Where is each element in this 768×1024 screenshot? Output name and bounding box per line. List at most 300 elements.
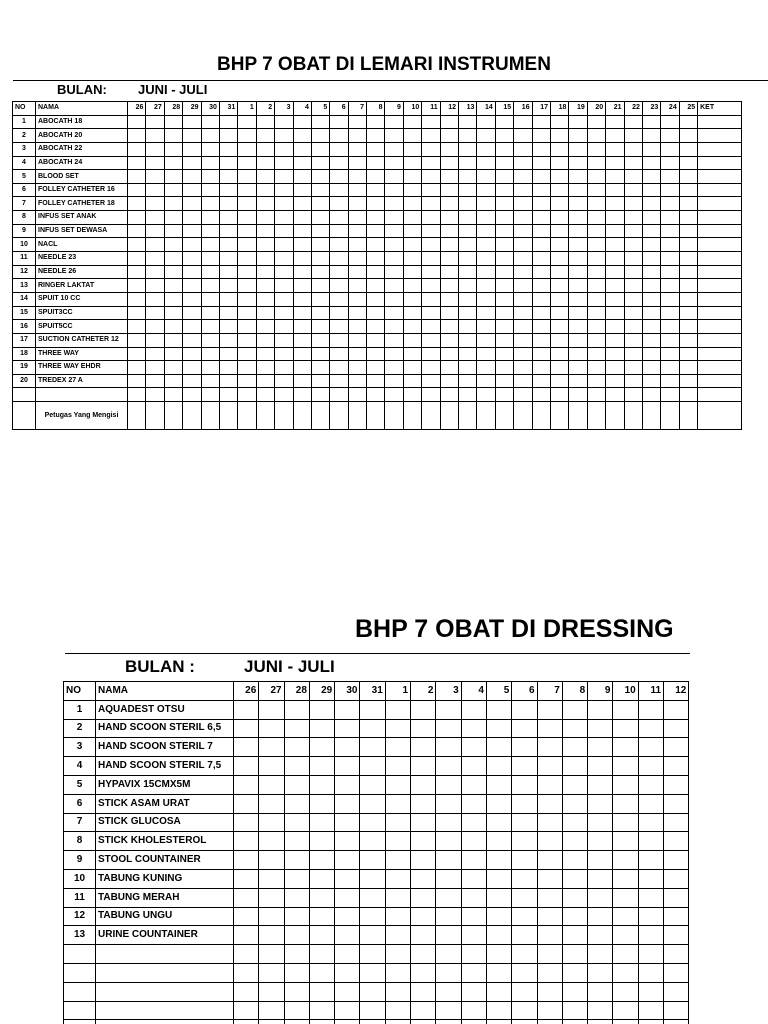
entry-cell[interactable]	[128, 142, 146, 156]
entry-cell[interactable]	[259, 907, 284, 926]
entry-cell[interactable]	[459, 129, 477, 143]
entry-cell[interactable]	[275, 306, 293, 320]
entry-cell[interactable]	[411, 869, 436, 888]
entry-cell[interactable]	[335, 1001, 360, 1020]
entry-cell[interactable]	[459, 347, 477, 361]
entry-cell[interactable]	[569, 292, 587, 306]
entry-cell[interactable]	[403, 252, 421, 266]
entry-cell[interactable]	[385, 115, 403, 129]
entry-cell[interactable]	[495, 265, 513, 279]
entry-cell[interactable]	[385, 926, 410, 945]
entry-cell[interactable]	[638, 945, 663, 964]
signature-cell[interactable]	[679, 402, 697, 430]
entry-cell[interactable]	[624, 265, 642, 279]
entry-cell[interactable]	[664, 719, 689, 738]
entry-cell[interactable]	[661, 361, 679, 375]
entry-cell[interactable]	[436, 982, 461, 1001]
entry-cell[interactable]	[550, 115, 568, 129]
entry-cell[interactable]	[385, 361, 403, 375]
entry-cell[interactable]	[440, 279, 458, 293]
entry-cell[interactable]	[330, 333, 348, 347]
entry-cell[interactable]	[624, 238, 642, 252]
entry-cell[interactable]	[201, 142, 219, 156]
entry-cell[interactable]	[679, 347, 697, 361]
entry-cell[interactable]	[183, 129, 201, 143]
entry-cell[interactable]	[335, 963, 360, 982]
entry-cell[interactable]	[698, 197, 742, 211]
entry-cell[interactable]	[183, 347, 201, 361]
entry-cell[interactable]	[385, 813, 410, 832]
entry-cell[interactable]	[550, 252, 568, 266]
entry-cell[interactable]	[459, 265, 477, 279]
entry-cell[interactable]	[403, 292, 421, 306]
entry-cell[interactable]	[183, 238, 201, 252]
entry-cell[interactable]	[128, 129, 146, 143]
entry-cell[interactable]	[588, 1020, 613, 1024]
entry-cell[interactable]	[293, 292, 311, 306]
entry-cell[interactable]	[679, 306, 697, 320]
entry-cell[interactable]	[284, 926, 309, 945]
entry-cell[interactable]	[201, 129, 219, 143]
entry-cell[interactable]	[403, 183, 421, 197]
entry-cell[interactable]	[128, 347, 146, 361]
signature-cell[interactable]	[219, 402, 237, 430]
entry-cell[interactable]	[661, 252, 679, 266]
entry-cell[interactable]	[284, 945, 309, 964]
entry-cell[interactable]	[436, 775, 461, 794]
entry-cell[interactable]	[164, 347, 182, 361]
entry-cell[interactable]	[613, 851, 638, 870]
entry-cell[interactable]	[486, 794, 511, 813]
entry-cell[interactable]	[335, 907, 360, 926]
entry-cell[interactable]	[436, 757, 461, 776]
entry-cell[interactable]	[293, 333, 311, 347]
entry-cell[interactable]	[486, 1001, 511, 1020]
entry-cell[interactable]	[642, 265, 660, 279]
entry-cell[interactable]	[459, 252, 477, 266]
entry-cell[interactable]	[348, 156, 366, 170]
entry-cell[interactable]	[569, 224, 587, 238]
entry-cell[interactable]	[550, 265, 568, 279]
entry-cell[interactable]	[275, 211, 293, 225]
entry-cell[interactable]	[284, 813, 309, 832]
entry-cell[interactable]	[461, 813, 486, 832]
entry-cell[interactable]	[219, 279, 237, 293]
entry-cell[interactable]	[440, 197, 458, 211]
entry-cell[interactable]	[311, 197, 329, 211]
entry-cell[interactable]	[219, 129, 237, 143]
entry-cell[interactable]	[514, 333, 532, 347]
entry-cell[interactable]	[238, 238, 256, 252]
entry-cell[interactable]	[440, 320, 458, 334]
entry-cell[interactable]	[588, 963, 613, 982]
entry-cell[interactable]	[550, 224, 568, 238]
entry-cell[interactable]	[514, 197, 532, 211]
entry-cell[interactable]	[309, 738, 334, 757]
entry-cell[interactable]	[550, 361, 568, 375]
entry-cell[interactable]	[238, 374, 256, 388]
entry-cell[interactable]	[569, 279, 587, 293]
entry-cell[interactable]	[661, 292, 679, 306]
entry-cell[interactable]	[385, 374, 403, 388]
entry-cell[interactable]	[477, 252, 495, 266]
entry-cell[interactable]	[201, 115, 219, 129]
entry-cell[interactable]	[284, 738, 309, 757]
entry-cell[interactable]	[642, 129, 660, 143]
entry-cell[interactable]	[461, 869, 486, 888]
entry-cell[interactable]	[311, 279, 329, 293]
entry-cell[interactable]	[679, 374, 697, 388]
entry-cell[interactable]	[588, 982, 613, 1001]
signature-cell[interactable]	[624, 402, 642, 430]
entry-cell[interactable]	[259, 832, 284, 851]
entry-cell[interactable]	[284, 775, 309, 794]
signature-cell[interactable]	[514, 402, 532, 430]
entry-cell[interactable]	[164, 238, 182, 252]
entry-cell[interactable]	[284, 851, 309, 870]
entry-cell[interactable]	[275, 279, 293, 293]
entry-cell[interactable]	[436, 719, 461, 738]
entry-cell[interactable]	[385, 183, 403, 197]
entry-cell[interactable]	[486, 888, 511, 907]
entry-cell[interactable]	[486, 775, 511, 794]
entry-cell[interactable]	[385, 775, 410, 794]
entry-cell[interactable]	[588, 1001, 613, 1020]
entry-cell[interactable]	[293, 361, 311, 375]
entry-cell[interactable]	[698, 320, 742, 334]
entry-cell[interactable]	[550, 183, 568, 197]
entry-cell[interactable]	[664, 869, 689, 888]
entry-cell[interactable]	[477, 142, 495, 156]
entry-cell[interactable]	[164, 156, 182, 170]
entry-cell[interactable]	[385, 982, 410, 1001]
entry-cell[interactable]	[219, 320, 237, 334]
entry-cell[interactable]	[311, 211, 329, 225]
entry-cell[interactable]	[664, 1020, 689, 1024]
entry-cell[interactable]	[638, 851, 663, 870]
entry-cell[interactable]	[201, 265, 219, 279]
entry-cell[interactable]	[201, 320, 219, 334]
entry-cell[interactable]	[532, 320, 550, 334]
entry-cell[interactable]	[411, 794, 436, 813]
entry-cell[interactable]	[477, 333, 495, 347]
entry-cell[interactable]	[164, 292, 182, 306]
entry-cell[interactable]	[403, 333, 421, 347]
entry-cell[interactable]	[385, 347, 403, 361]
entry-cell[interactable]	[146, 156, 164, 170]
entry-cell[interactable]	[562, 813, 587, 832]
entry-cell[interactable]	[532, 333, 550, 347]
entry-cell[interactable]	[459, 170, 477, 184]
entry-cell[interactable]	[360, 1001, 385, 1020]
signature-cell[interactable]	[256, 402, 274, 430]
entry-cell[interactable]	[183, 170, 201, 184]
entry-cell[interactable]	[219, 292, 237, 306]
entry-cell[interactable]	[537, 700, 562, 719]
entry-cell[interactable]	[146, 224, 164, 238]
entry-cell[interactable]	[550, 333, 568, 347]
entry-cell[interactable]	[642, 361, 660, 375]
empty-name-cell[interactable]	[96, 1020, 234, 1024]
entry-cell[interactable]	[459, 238, 477, 252]
entry-cell[interactable]	[642, 388, 660, 402]
entry-cell[interactable]	[275, 115, 293, 129]
entry-cell[interactable]	[385, 888, 410, 907]
entry-cell[interactable]	[335, 794, 360, 813]
entry-cell[interactable]	[486, 832, 511, 851]
entry-cell[interactable]	[311, 238, 329, 252]
entry-cell[interactable]	[698, 115, 742, 129]
entry-cell[interactable]	[514, 142, 532, 156]
entry-cell[interactable]	[664, 926, 689, 945]
entry-cell[interactable]	[606, 320, 624, 334]
entry-cell[interactable]	[238, 279, 256, 293]
entry-cell[interactable]	[385, 320, 403, 334]
entry-cell[interactable]	[411, 1001, 436, 1020]
entry-cell[interactable]	[411, 1020, 436, 1024]
entry-cell[interactable]	[128, 238, 146, 252]
entry-cell[interactable]	[477, 224, 495, 238]
entry-cell[interactable]	[256, 238, 274, 252]
entry-cell[interactable]	[661, 347, 679, 361]
entry-cell[interactable]	[661, 142, 679, 156]
empty-name-cell[interactable]	[96, 1001, 234, 1020]
entry-cell[interactable]	[367, 142, 385, 156]
signature-cell[interactable]	[459, 402, 477, 430]
entry-cell[interactable]	[512, 851, 537, 870]
entry-cell[interactable]	[477, 211, 495, 225]
entry-cell[interactable]	[613, 832, 638, 851]
entry-cell[interactable]	[275, 361, 293, 375]
entry-cell[interactable]	[679, 361, 697, 375]
entry-cell[interactable]	[256, 374, 274, 388]
entry-cell[interactable]	[422, 306, 440, 320]
entry-cell[interactable]	[698, 388, 742, 402]
entry-cell[interactable]	[309, 775, 334, 794]
entry-cell[interactable]	[661, 238, 679, 252]
entry-cell[interactable]	[309, 719, 334, 738]
entry-cell[interactable]	[348, 306, 366, 320]
entry-cell[interactable]	[183, 374, 201, 388]
entry-cell[interactable]	[330, 115, 348, 129]
entry-cell[interactable]	[309, 813, 334, 832]
entry-cell[interactable]	[459, 333, 477, 347]
entry-cell[interactable]	[495, 156, 513, 170]
entry-cell[interactable]	[532, 347, 550, 361]
entry-cell[interactable]	[486, 963, 511, 982]
entry-cell[interactable]	[385, 738, 410, 757]
entry-cell[interactable]	[642, 347, 660, 361]
entry-cell[interactable]	[624, 183, 642, 197]
entry-cell[interactable]	[486, 757, 511, 776]
entry-cell[interactable]	[537, 888, 562, 907]
entry-cell[interactable]	[569, 361, 587, 375]
entry-cell[interactable]	[661, 306, 679, 320]
entry-cell[interactable]	[330, 279, 348, 293]
entry-cell[interactable]	[562, 757, 587, 776]
entry-cell[interactable]	[284, 700, 309, 719]
entry-cell[interactable]	[259, 794, 284, 813]
entry-cell[interactable]	[311, 224, 329, 238]
entry-cell[interactable]	[259, 813, 284, 832]
entry-cell[interactable]	[642, 170, 660, 184]
entry-cell[interactable]	[293, 279, 311, 293]
entry-cell[interactable]	[679, 224, 697, 238]
entry-cell[interactable]	[201, 238, 219, 252]
entry-cell[interactable]	[128, 224, 146, 238]
entry-cell[interactable]	[348, 374, 366, 388]
entry-cell[interactable]	[164, 320, 182, 334]
entry-cell[interactable]	[284, 832, 309, 851]
entry-cell[interactable]	[293, 238, 311, 252]
entry-cell[interactable]	[293, 388, 311, 402]
entry-cell[interactable]	[348, 115, 366, 129]
entry-cell[interactable]	[495, 292, 513, 306]
entry-cell[interactable]	[411, 963, 436, 982]
entry-cell[interactable]	[275, 265, 293, 279]
entry-cell[interactable]	[234, 963, 259, 982]
entry-cell[interactable]	[477, 238, 495, 252]
entry-cell[interactable]	[512, 794, 537, 813]
entry-cell[interactable]	[330, 361, 348, 375]
entry-cell[interactable]	[532, 129, 550, 143]
entry-cell[interactable]	[661, 265, 679, 279]
entry-cell[interactable]	[146, 347, 164, 361]
entry-cell[interactable]	[422, 238, 440, 252]
entry-cell[interactable]	[360, 851, 385, 870]
entry-cell[interactable]	[440, 292, 458, 306]
entry-cell[interactable]	[587, 388, 605, 402]
entry-cell[interactable]	[367, 129, 385, 143]
entry-cell[interactable]	[360, 926, 385, 945]
entry-cell[interactable]	[537, 982, 562, 1001]
entry-cell[interactable]	[411, 757, 436, 776]
entry-cell[interactable]	[403, 211, 421, 225]
entry-cell[interactable]	[219, 306, 237, 320]
entry-cell[interactable]	[309, 1001, 334, 1020]
entry-cell[interactable]	[440, 170, 458, 184]
entry-cell[interactable]	[311, 388, 329, 402]
entry-cell[interactable]	[201, 252, 219, 266]
entry-cell[interactable]	[569, 252, 587, 266]
entry-cell[interactable]	[293, 347, 311, 361]
entry-cell[interactable]	[587, 374, 605, 388]
entry-cell[interactable]	[588, 832, 613, 851]
entry-cell[interactable]	[613, 700, 638, 719]
entry-cell[interactable]	[367, 170, 385, 184]
entry-cell[interactable]	[537, 719, 562, 738]
signature-cell[interactable]	[495, 402, 513, 430]
entry-cell[interactable]	[403, 129, 421, 143]
entry-cell[interactable]	[613, 794, 638, 813]
entry-cell[interactable]	[146, 183, 164, 197]
entry-cell[interactable]	[259, 1001, 284, 1020]
entry-cell[interactable]	[348, 361, 366, 375]
entry-cell[interactable]	[219, 374, 237, 388]
entry-cell[interactable]	[459, 211, 477, 225]
empty-name-cell[interactable]	[96, 963, 234, 982]
signature-cell[interactable]	[275, 402, 293, 430]
entry-cell[interactable]	[367, 374, 385, 388]
entry-cell[interactable]	[403, 170, 421, 184]
entry-cell[interactable]	[638, 794, 663, 813]
entry-cell[interactable]	[532, 142, 550, 156]
entry-cell[interactable]	[587, 252, 605, 266]
entry-cell[interactable]	[638, 700, 663, 719]
entry-cell[interactable]	[385, 1020, 410, 1024]
signature-cell[interactable]	[293, 402, 311, 430]
entry-cell[interactable]	[259, 963, 284, 982]
entry-cell[interactable]	[164, 224, 182, 238]
entry-cell[interactable]	[385, 794, 410, 813]
entry-cell[interactable]	[550, 156, 568, 170]
entry-cell[interactable]	[587, 238, 605, 252]
entry-cell[interactable]	[348, 333, 366, 347]
entry-cell[interactable]	[238, 156, 256, 170]
entry-cell[interactable]	[550, 320, 568, 334]
entry-cell[interactable]	[698, 374, 742, 388]
entry-cell[interactable]	[532, 170, 550, 184]
entry-cell[interactable]	[330, 252, 348, 266]
entry-cell[interactable]	[259, 700, 284, 719]
entry-cell[interactable]	[606, 170, 624, 184]
entry-cell[interactable]	[422, 388, 440, 402]
entry-cell[interactable]	[459, 156, 477, 170]
entry-cell[interactable]	[385, 700, 410, 719]
entry-cell[interactable]	[275, 142, 293, 156]
entry-cell[interactable]	[367, 306, 385, 320]
entry-cell[interactable]	[335, 869, 360, 888]
entry-cell[interactable]	[164, 374, 182, 388]
entry-cell[interactable]	[440, 265, 458, 279]
entry-cell[interactable]	[440, 129, 458, 143]
entry-cell[interactable]	[164, 170, 182, 184]
entry-cell[interactable]	[348, 211, 366, 225]
entry-cell[interactable]	[360, 982, 385, 1001]
entry-cell[interactable]	[606, 197, 624, 211]
entry-cell[interactable]	[256, 333, 274, 347]
entry-cell[interactable]	[638, 869, 663, 888]
entry-cell[interactable]	[459, 142, 477, 156]
entry-cell[interactable]	[562, 794, 587, 813]
entry-cell[interactable]	[436, 813, 461, 832]
entry-cell[interactable]	[385, 963, 410, 982]
entry-cell[interactable]	[436, 1020, 461, 1024]
entry-cell[interactable]	[360, 832, 385, 851]
entry-cell[interactable]	[335, 757, 360, 776]
entry-cell[interactable]	[514, 224, 532, 238]
entry-cell[interactable]	[532, 211, 550, 225]
entry-cell[interactable]	[309, 700, 334, 719]
entry-cell[interactable]	[335, 1020, 360, 1024]
entry-cell[interactable]	[348, 320, 366, 334]
entry-cell[interactable]	[275, 292, 293, 306]
entry-cell[interactable]	[367, 292, 385, 306]
entry-cell[interactable]	[550, 129, 568, 143]
entry-cell[interactable]	[679, 115, 697, 129]
entry-cell[interactable]	[698, 361, 742, 375]
entry-cell[interactable]	[183, 115, 201, 129]
entry-cell[interactable]	[275, 238, 293, 252]
entry-cell[interactable]	[537, 1001, 562, 1020]
entry-cell[interactable]	[128, 211, 146, 225]
entry-cell[interactable]	[661, 320, 679, 334]
entry-cell[interactable]	[201, 292, 219, 306]
entry-cell[interactable]	[679, 252, 697, 266]
entry-cell[interactable]	[385, 333, 403, 347]
entry-cell[interactable]	[367, 252, 385, 266]
entry-cell[interactable]	[532, 388, 550, 402]
